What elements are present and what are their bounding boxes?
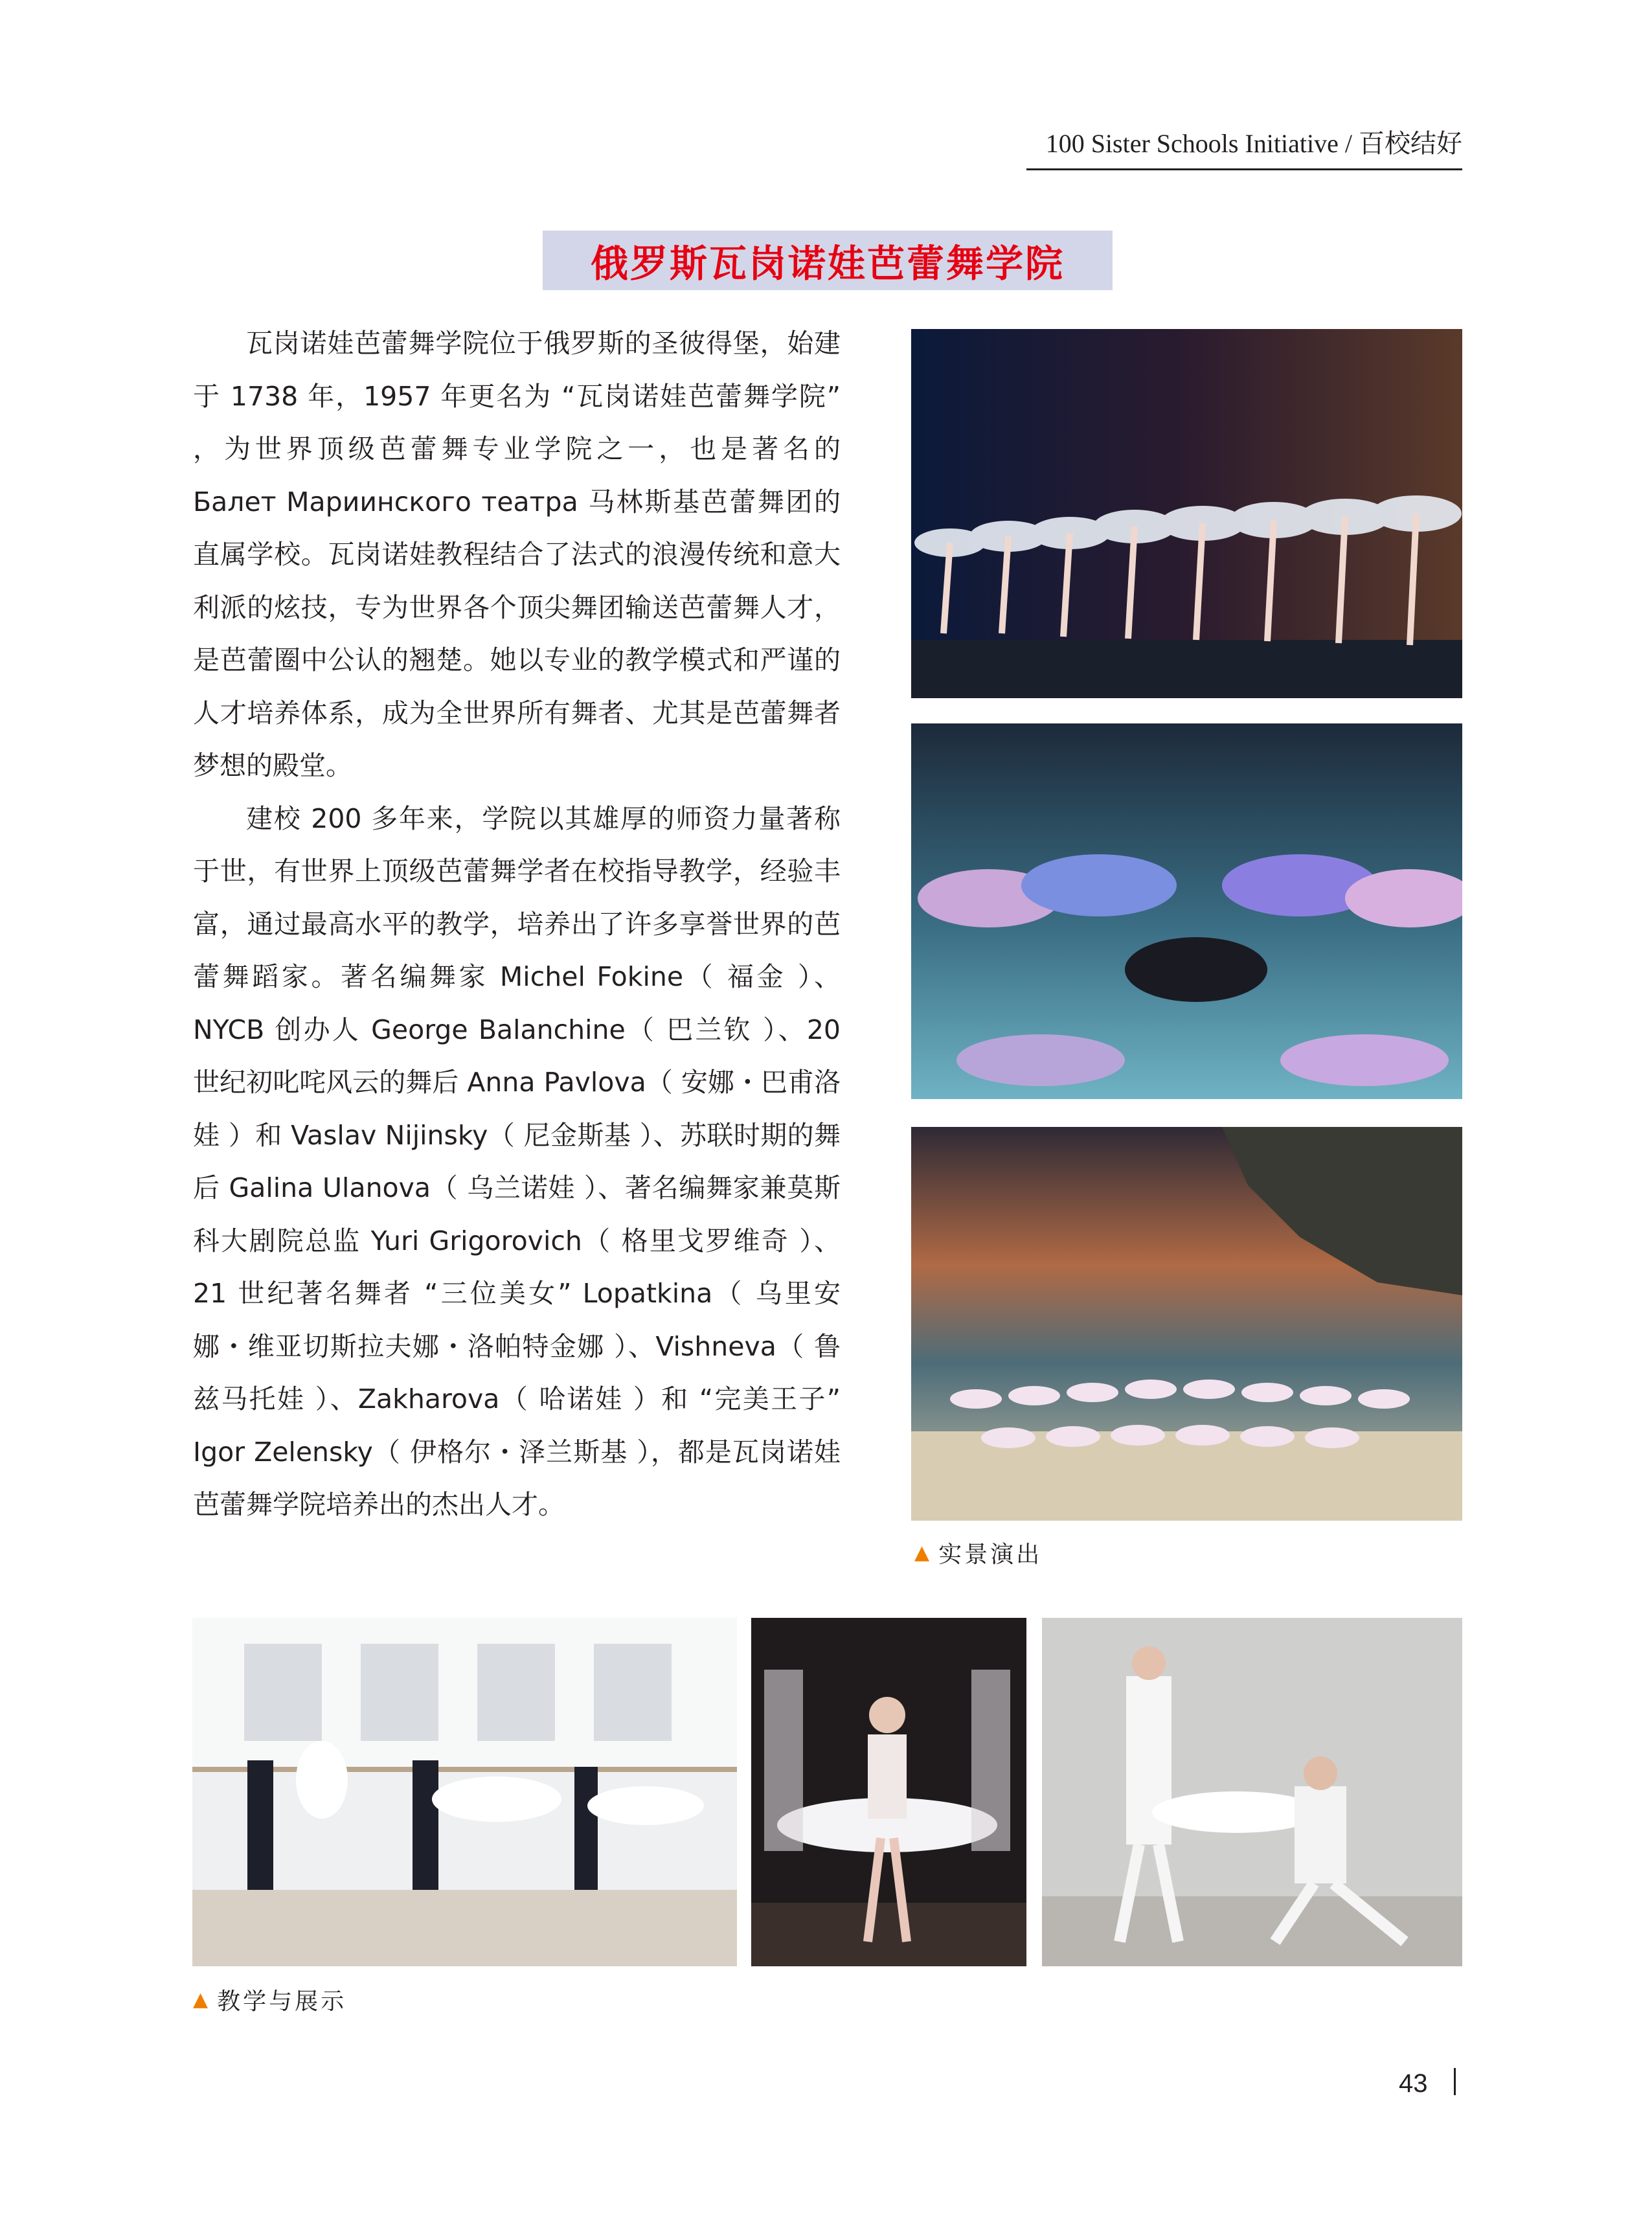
page-number: 43	[1399, 2069, 1428, 2098]
photo-swan-lake-corps	[911, 329, 1462, 698]
photo-ballerina-white-tutu	[751, 1618, 1026, 1966]
caption-performance	[914, 1536, 1042, 1569]
article-title-banner	[543, 231, 1113, 290]
article-body	[193, 317, 841, 1532]
photo-stage-scene	[911, 1127, 1462, 1521]
paragraph-2: 建校 200 多年来，学院以其雄厚的师资力量著称于世，有世界上顶级芭蕾舞学者在校指导教学，经验丰富，通过最高水平的教学，培养出了许多享誉世界的芭蕾舞蹈家。著名编舞家 Michel Fokine（ 福金 ）、NYCB 创办人 George Balanchine（ 巴兰钦 ）、20 世纪初叱咤风云的舞后 Anna Pavlova（ 安娜・巴甫洛娃 ）和 Vaslav Nijinsky（ 尼金斯基 ）、苏联时期的舞后 Galina Ulanova（ 乌兰诺娃 ）、著名编舞家兼莫斯科大剧院总监 Yuri Grigorovich（ 格里戈罗维奇 ）、21 世纪著名舞者 “三位美女” Lopatkina（ 乌里安娜・维亚切斯拉夫娜・洛帕特金娜 ）、Vishneva（ 鲁兹马托娃 ）、Zakharova（ 哈诺娃 ）和 “完美王子” Igor Zelensky（ 伊格尔・泽兰斯基 ），都是瓦岗诺娃芭蕾舞学院培养出的杰出人才。	[193, 802, 841, 1520]
triangle-icon: ▲	[914, 1541, 933, 1564]
triangle-icon: ▲	[193, 1988, 211, 2011]
caption-teaching-text: 教学与展示	[217, 1988, 347, 2015]
caption-performance-text: 实景演出	[938, 1541, 1043, 1568]
page-number-divider	[1454, 2068, 1456, 2095]
photo-pas-de-deux	[1042, 1618, 1462, 1966]
photo-colourful-tutus	[911, 723, 1462, 1099]
photo-rehearsal-studio	[192, 1618, 737, 1966]
caption-teaching	[193, 1983, 346, 2016]
paragraph-1: 瓦岗诺娃芭蕾舞学院位于俄罗斯的圣彼得堡，始建于 1738 年，1957 年更名为 “瓦岗诺娃芭蕾舞学院” ，为世界顶级芭蕾舞专业学院之一，也是著名的 Балет Мариинского театра 马林斯基芭蕾舞团的直属学校。瓦岗诺娃教程结合了法式的浪漫传统和意大利派的炫技，专为世界各个顶尖舞团输送芭蕾舞人才，是芭蕾圈中公认的翘楚。她以专业的教学模式和严谨的人才培养体系，成为全世界所有舞者、尤其是芭蕾舞者梦想的殿堂。	[193, 328, 841, 781]
running-header: 100 Sister Schools Initiative / 百校结好	[1026, 123, 1462, 170]
article-title: 俄罗斯瓦岗诺娃芭蕾舞学院	[590, 242, 1065, 286]
